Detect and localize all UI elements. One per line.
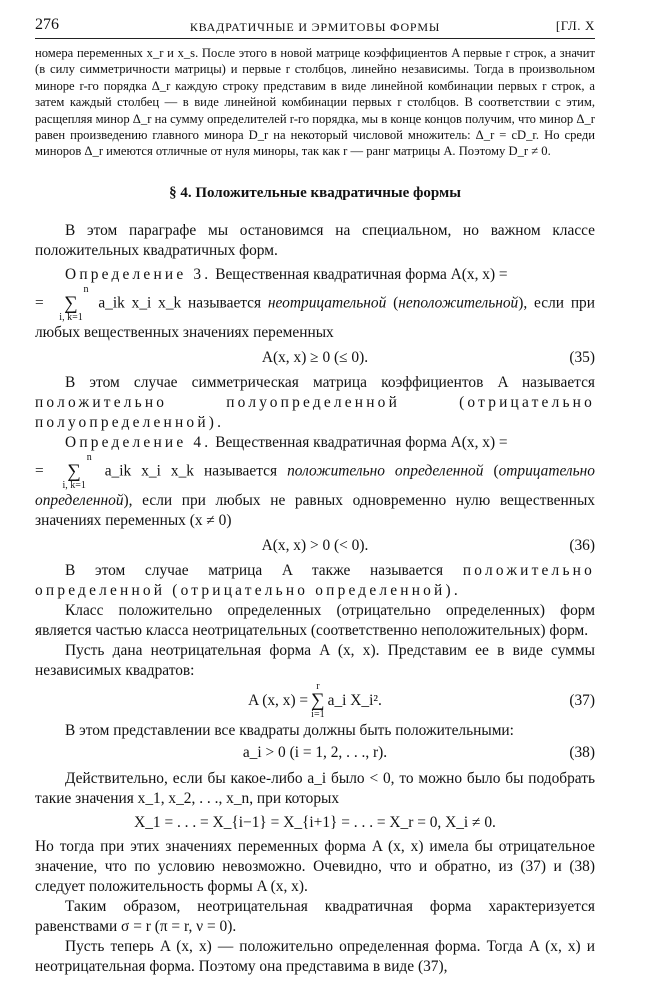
equation-38-number: (38) <box>569 743 595 761</box>
section-title: § 4. Положительные квадратичные формы <box>169 184 461 201</box>
page-number: 276 <box>35 16 59 33</box>
equation-35 <box>35 343 595 373</box>
term-negative-definite: отрицательно определенной <box>35 462 595 509</box>
equation-35-number: (35) <box>569 348 595 366</box>
equation-39 <box>35 809 595 837</box>
definition-3-label: Определение 3. <box>65 265 212 283</box>
sum-symbol: n ∑ i, k=1 <box>62 451 92 491</box>
running-title: КВАДРАТИЧНЫЕ И ЭРМИТОВЫ ФОРМЫ <box>189 20 441 34</box>
equation-39-expression: X_1 = . . . = X_{i−1} = X_{i+1} = . . . = X_r = 0, X_i ≠ 0. <box>134 813 496 831</box>
equation-36 <box>35 531 595 561</box>
paragraph-positive-squares: В этом представлении все квадраты должны быть положительными: <box>65 721 514 739</box>
equation-38 <box>35 741 595 765</box>
definition-4-text-5: ), если при любых не равных одновременно нулю вещественных значениях переменных (x ≠ 0) <box>35 491 595 529</box>
paragraph-class: Класс положительно определенных (отрицательно определенных) форм является частью класса неотрицательных (соответственно неположительных) форм. <box>35 601 595 639</box>
sum-symbol: n ∑ i, k=1 <box>59 283 89 323</box>
paragraph-intro: В этом параграфе мы остановимся на специальном, но важном классе положительных квадратичных форм. <box>35 221 595 259</box>
top-paragraph: номера переменных x_r и x_s. После этого в новой матрице коэффициентов A первые r строк, а значит (в силу симметричности матрицы) и первые r столбцов, линейно независимы. Тогда в произвольном миноре r-го порядка Δ_r каждую строку представим в виде линейной комбинации первых r строк, а затем каждый столбец — в виде линейной комбинации первых r столбцов. В соответствии с этим, расщепляя минор Δ_r на сумму определителей r-го порядка, мы в конце концов получим, что минор Δ_r равен произведению главного минора D_r на некоторый числовой множитель: Δ_r = cD_r. Но среди миноров Δ_r имеются отличные от нуля миноры, так как r — ранг матрицы A. Поэтому D_r ≠ 0. <box>35 46 595 159</box>
paragraph-semidefinite: В этом случае симметрическая матрица коэффициентов A называется положительно полуопределенной (отрицательно полуопределенной). <box>35 373 595 431</box>
sum-lower-limit: i, k=1 <box>59 311 83 323</box>
sum-upper-limit: n <box>86 451 92 463</box>
sum-upper-limit: r <box>316 681 320 693</box>
book-page <box>35 12 595 977</box>
equation-36-expression: A(x, x) > 0 (< 0). <box>261 536 369 554</box>
equation-37-number: (37) <box>569 691 595 709</box>
equation-37-lhs: A (x, x) = <box>248 691 309 709</box>
term-nonpositive: неположительной <box>398 294 519 312</box>
definition-3-text-3: a_ik x_i x_k называется <box>98 294 268 312</box>
equation-38-expression: a_i > 0 (i = 1, 2, . . ., r). <box>242 743 388 761</box>
paragraph-positive-definite: Пусть теперь A (x, x) — положительно определенная форма. Тогда A (x, x) и неотрицательная форма. Поэтому она представима в виде (37), <box>35 937 595 975</box>
term-definite: положительно определенной (отрицательно определенной) <box>35 561 595 599</box>
sum-lower-limit: i, k=1 <box>62 479 86 491</box>
definition-4-text-3: a_ik x_i x_k называется <box>104 462 288 480</box>
term-nonnegative: неотрицательной <box>267 294 387 312</box>
equation-37-rhs: a_i X_i². <box>327 691 382 709</box>
definition-4-text-1: Вещественная квадратичная форма A(x, x) = <box>215 433 508 451</box>
sum-lower-limit: i=1 <box>311 709 325 721</box>
definition-4-label: Определение 4. <box>65 433 212 451</box>
equation-36-number: (36) <box>569 536 595 554</box>
chapter-label: [ГЛ. X <box>555 18 595 33</box>
paragraph-sum-of-squares: Пусть дана неотрицательная форма A (x, x). Представим ее в виде суммы независимых квадратов: <box>35 641 595 679</box>
term-positive-definite: положительно определенной <box>287 462 484 480</box>
paragraph-proof: Действительно, если бы какое-либо a_i было < 0, то можно было бы подобрать такие значения x_1, x_2, . . ., x_n, при которых <box>35 769 595 807</box>
equation-35-expression: A(x, x) ≥ 0 (≤ 0). <box>261 348 369 366</box>
paragraph-definite-matrix: В этом случае матрица A также называется положительно определенной (отрицательно определенной). <box>35 561 595 599</box>
running-header <box>35 12 595 39</box>
sum-upper-limit: n <box>83 283 89 295</box>
definition-3-text-1: Вещественная квадратичная форма A(x, x) = <box>215 265 508 283</box>
definition-4: Определение 4. Вещественная квадратичная форма A(x, x) = = n ∑ i, k=1 a_ik x_i x_k называется положительно определенной (отрицательно определенной), если при любых не равных одновременно нулю вещественных значениях переменных (x ≠ 0) <box>35 433 595 529</box>
equation-37 <box>35 681 595 721</box>
equation-37-expression <box>35 681 595 721</box>
definition-3-text-2: = <box>35 294 51 312</box>
definition-3: Определение 3. Вещественная квадратичная форма A(x, x) = = n ∑ i, k=1 a_ik x_i x_k называется неотрицательной (неположительной), если при любых вещественных значениях переменных <box>35 265 595 341</box>
term-semidefinite: положительно полуопределенной (отрицательно полуопределенной) <box>35 393 595 431</box>
sum-symbol: r ∑ i=1 <box>311 681 325 721</box>
paragraph-contradiction: Но тогда при этих значениях переменных форма A (x, x) имела бы отрицательное значение, что по условию невозможно. Очевидно, что и обратно, из (37) и (38) следует положительность формы A (x, x). <box>35 837 595 895</box>
paragraph-characterization: Таким образом, неотрицательная квадратичная форма характеризуется равенствами σ = r (π = r, ν = 0). <box>35 897 595 935</box>
definition-3-text-5: ), если при любых вещественных значениях переменных <box>35 294 595 341</box>
